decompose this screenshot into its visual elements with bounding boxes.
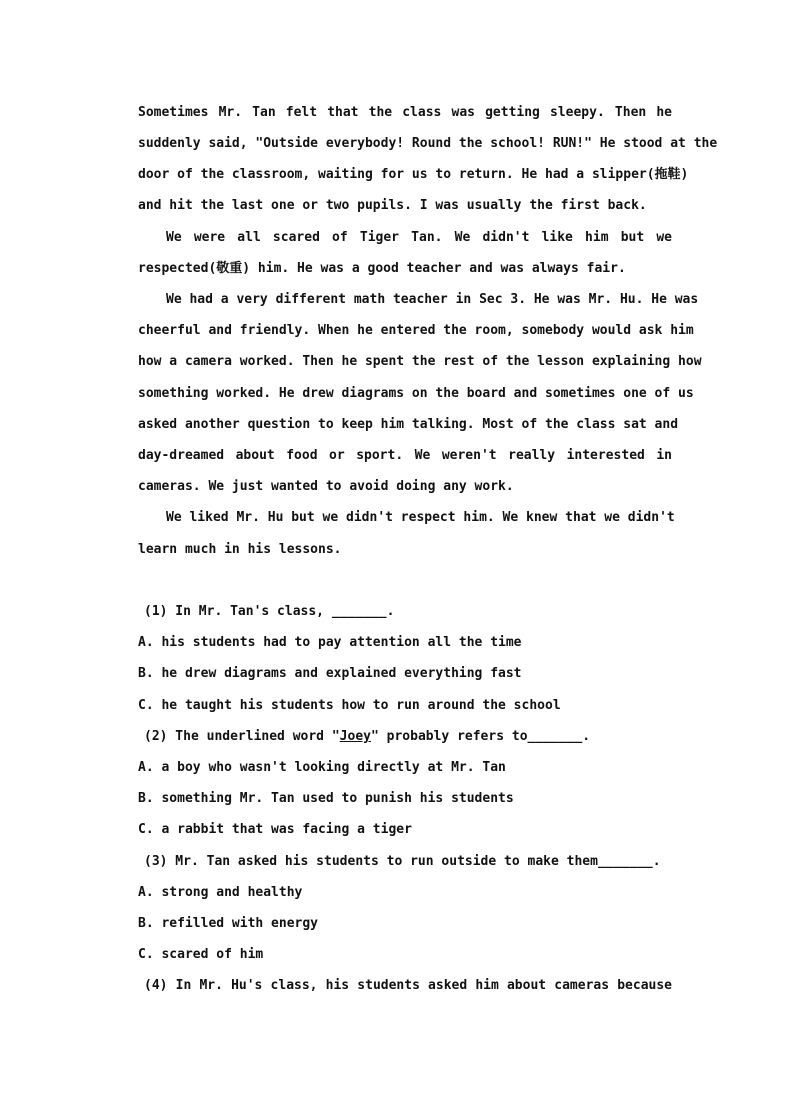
passage-line: learn much in his lessons. (138, 542, 342, 557)
passage-line: asked another question to keep him talking. Most of the class sat and (138, 417, 679, 432)
answer-option: A. his students had to pay attention all the time (138, 635, 522, 650)
passage-line: Sometimes Mr. Tan felt that the class was getting sleepy. Then he (138, 105, 672, 120)
question-stem: (1) In Mr. Tan's class, _______. (144, 604, 395, 619)
passage-line: how a camera worked. Then he spent the rest of the lesson explaining how (138, 354, 702, 369)
answer-option: C. scared of him (138, 947, 264, 962)
answer-option: B. he drew diagrams and explained everything fast (138, 666, 522, 681)
question-stem: (3) Mr. Tan asked his students to run outside to make them_______. (144, 854, 661, 869)
question-stem: (4) In Mr. Hu's class, his students asked him about cameras because (144, 978, 672, 993)
question-stem-part: (2) The underlined word " (144, 729, 340, 744)
passage-line: and hit the last one or two pupils. I was usually the first back. (138, 198, 647, 213)
passage-line: respected(敬重) him. He was a good teacher and was always fair. (138, 261, 626, 276)
question-stem (144, 729, 678, 745)
answer-option: B. something Mr. Tan used to punish his students (138, 791, 514, 806)
passage-line: cheerful and friendly. When he entered the room, somebody would ask him (138, 323, 694, 338)
passage-line: cameras. We just wanted to avoid doing any work. (138, 479, 514, 494)
passage-line: We had a very different math teacher in Sec 3. He was Mr. Hu. He was (166, 292, 699, 307)
answer-option: A. a boy who wasn't looking directly at Mr. Tan (138, 760, 506, 775)
passage-line: We liked Mr. Hu but we didn't respect him. We knew that we didn't (166, 510, 675, 525)
answer-option: A. strong and healthy (138, 885, 303, 900)
passage-line: something worked. He drew diagrams on the board and sometimes one of us (138, 386, 694, 401)
underlined-word: Joey (339, 729, 371, 744)
question-stem-part: " probably refers to_______. (370, 729, 591, 744)
passage-line: suddenly said, "Outside everybody! Round the school! RUN!" He stood at the (138, 136, 718, 151)
answer-option: C. a rabbit that was facing a tiger (138, 822, 412, 837)
passage-line: day-dreamed about food or sport. We weren't really interested in (138, 448, 672, 463)
passage-line: door of the classroom, waiting for us to return. He had a slipper(拖鞋) (138, 167, 689, 182)
answer-option: C. he taught his students how to run around the school (138, 698, 561, 713)
answer-option: B. refilled with energy (138, 916, 319, 931)
passage-line: We were all scared of Tiger Tan. We didn't like him but we (166, 230, 672, 245)
